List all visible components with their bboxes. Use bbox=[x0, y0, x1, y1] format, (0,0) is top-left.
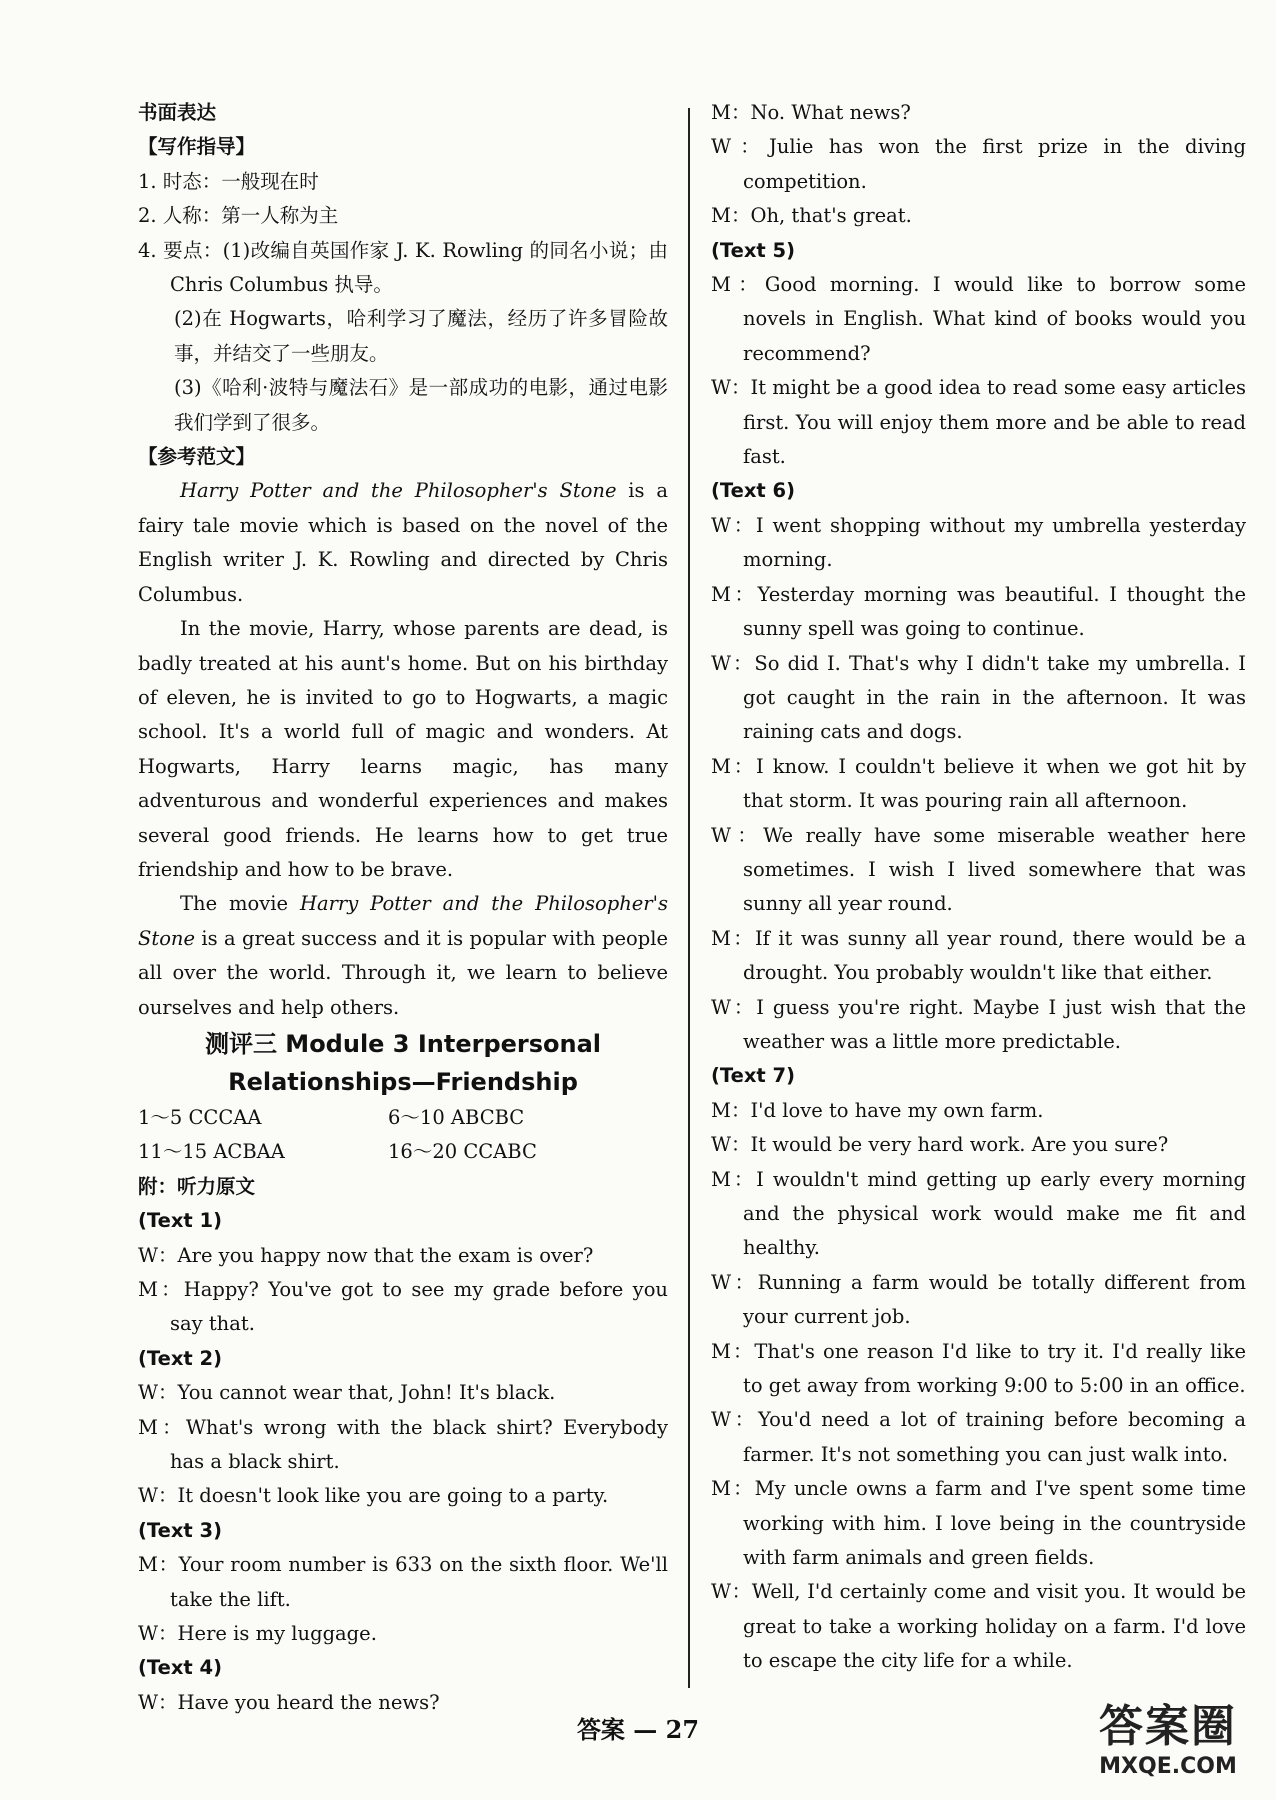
movie-title: Harry Potter and the Philosopher's Stone bbox=[180, 479, 617, 503]
answer-key bbox=[138, 1101, 668, 1170]
dialogue-line: M：I know. I couldn't believe it when we got hit by that storm. It was pouring rain all afternoon. bbox=[711, 754, 1246, 813]
dialogue-line: W：It would be very hard work. Are you sure? bbox=[711, 1133, 1169, 1157]
dialogue-line: W：You'd need a lot of training before becoming a farmer. It's not something you can just walk into. bbox=[711, 1408, 1246, 1466]
dialogue-line: W：I went shopping without my umbrella yesterday morning. bbox=[711, 513, 1246, 572]
watermark-logo bbox=[1078, 1700, 1258, 1790]
text-label: (Text 3) bbox=[138, 1518, 223, 1542]
dialogue-line: M：Yesterday morning was beautiful. I thought the sunny spell was going to continue. bbox=[711, 582, 1246, 641]
guide-item: 2. 人称：第一人称为主 bbox=[138, 204, 339, 228]
dialogue-line: W：Are you happy now that the exam is over? bbox=[138, 1243, 594, 1267]
dialogue-line: W：So did I. That's why I didn't take my umbrella. I got caught in the rain in the afternoon. It was raining cats and dogs. bbox=[711, 651, 1246, 744]
dialogue-line: M：I'd love to have my own farm. bbox=[711, 1098, 1044, 1122]
section-title: 书面表达 bbox=[138, 101, 217, 124]
right-column bbox=[711, 96, 1246, 1679]
sample-heading: 【参考范文】 bbox=[138, 445, 256, 469]
listening-heading: 附：听力原文 bbox=[138, 1174, 256, 1198]
page-footer: 答案 — 27 bbox=[576, 1715, 700, 1744]
text-label: (Text 1) bbox=[138, 1209, 223, 1233]
test-title: 测评三 Module 3 Interpersonal bbox=[204, 1029, 602, 1058]
answer-group: 1～5 CCCAA bbox=[138, 1105, 262, 1129]
dialogue-line: M：Oh, that's great. bbox=[711, 204, 912, 228]
dialogue-line: W：Running a farm would be totally different from your current job. bbox=[711, 1270, 1246, 1329]
dialogue-line: M：Happy? You've got to see my grade before you say that. bbox=[138, 1278, 668, 1336]
text-label: (Text 4) bbox=[138, 1656, 223, 1680]
text-label: (Text 2) bbox=[138, 1346, 223, 1370]
guide-item: 4. 要点：(1)改编自英国作家 J. K. Rowling 的同名小说；由 Chris Columbus 执导。 bbox=[138, 238, 668, 297]
essay-paragraph-3: The movie Harry Potter and the Philosopher's Stone is a great success and it is popular with people all over the world. Through it, we learn to believe ourselves and help others. bbox=[138, 892, 668, 1019]
watermark-bottom: MXQE.COM bbox=[1099, 1754, 1237, 1779]
dialogue-line: M：Good morning. I would like to borrow some novels in English. What kind of books would you recommend? bbox=[711, 273, 1246, 365]
dialogue-line: W：Well, I'd certainly come and visit you. It would be great to take a working holiday on a farm. I'd love to escape the city life for a while. bbox=[711, 1580, 1246, 1673]
guide-item: (3)《哈利·波特与魔法石》是一部成功的电影，通过电影我们学到了很多。 bbox=[174, 376, 668, 434]
answer-group: 16～20 CCABC bbox=[388, 1140, 537, 1164]
text-label: (Text 6) bbox=[711, 479, 796, 503]
dialogue-line: W：We really have some miserable weather here sometimes. I wish I lived somewhere that was sunny all year round. bbox=[711, 823, 1246, 916]
answer-group: 6～10 ABCBC bbox=[388, 1105, 525, 1129]
dialogue-line: W：Have you heard the news? bbox=[138, 1690, 440, 1714]
guide-heading: 【写作指导】 bbox=[138, 135, 256, 159]
test-subtitle: Relationships—Friendship bbox=[228, 1067, 578, 1096]
essay-paragraph-2: In the movie, Harry, whose parents are dead, is badly treated at his aunt's home. But on his birthday of eleven, he is invited to go to Hogwarts, a magic school. It's a world full of magic and wonders. At Hogwarts, Harry learns magic, has many adventurous and wonderful experiences and makes several good friends. He learns how to get true friendship and how to be brave. bbox=[138, 617, 668, 881]
dialogue-line: M：That's one reason I'd like to try it. I'd really like to get away from working 9:00 to 5:00 in an office. bbox=[711, 1339, 1246, 1398]
dialogue-line: W：You cannot wear that, John! It's black. bbox=[138, 1381, 556, 1405]
left-column bbox=[138, 96, 668, 1720]
movie-title: Harry Potter and the Philosopher's Stone bbox=[138, 892, 668, 950]
guide-item: 1. 时态：一般现在时 bbox=[138, 169, 319, 193]
answer-group: 11～15 ACBAA bbox=[138, 1140, 285, 1164]
guide-item: (2)在 Hogwarts，哈利学习了魔法，经历了许多冒险故事，并结交了一些朋友。 bbox=[174, 307, 668, 365]
dialogue-line: W：I guess you're right. Maybe I just wish that the weather was a little more predictable. bbox=[711, 995, 1246, 1053]
column-divider bbox=[688, 108, 690, 1688]
text-label: (Text 7) bbox=[711, 1064, 796, 1088]
dialogue-line: W：Julie has won the first prize in the diving competition. bbox=[711, 135, 1246, 193]
dialogue-line: W：Here is my luggage. bbox=[138, 1622, 377, 1646]
text-label: (Text 5) bbox=[711, 238, 796, 262]
dialogue-line: M：My uncle owns a farm and I've spent some time working with him. I love being in the countryside with farm animals and green fields. bbox=[711, 1477, 1246, 1570]
dialogue-line: W：It doesn't look like you are going to a party. bbox=[138, 1484, 609, 1508]
dialogue-line: M：Your room number is 633 on the sixth floor. We'll take the lift. bbox=[138, 1553, 668, 1611]
watermark-top: 答案圈 bbox=[1099, 1701, 1237, 1752]
dialogue-line: M：No. What news? bbox=[711, 101, 911, 124]
essay-paragraph-1: Harry Potter and the Philosopher's Stone is a fairy tale movie which is based on the novel of the English writer J. K. Rowling and directed by Chris Columbus. bbox=[138, 479, 668, 606]
dialogue-line: M：What's wrong with the black shirt? Everybody has a black shirt. bbox=[138, 1415, 668, 1474]
dialogue-line: M：If it was sunny all year round, there would be a drought. You probably wouldn't like that either. bbox=[711, 926, 1246, 985]
dialogue-line: W：It might be a good idea to read some easy articles first. You will enjoy them more and be able to read fast. bbox=[711, 376, 1246, 469]
dialogue-line: M：I wouldn't mind getting up early every morning and the physical work would make me fit and healthy. bbox=[711, 1167, 1246, 1260]
